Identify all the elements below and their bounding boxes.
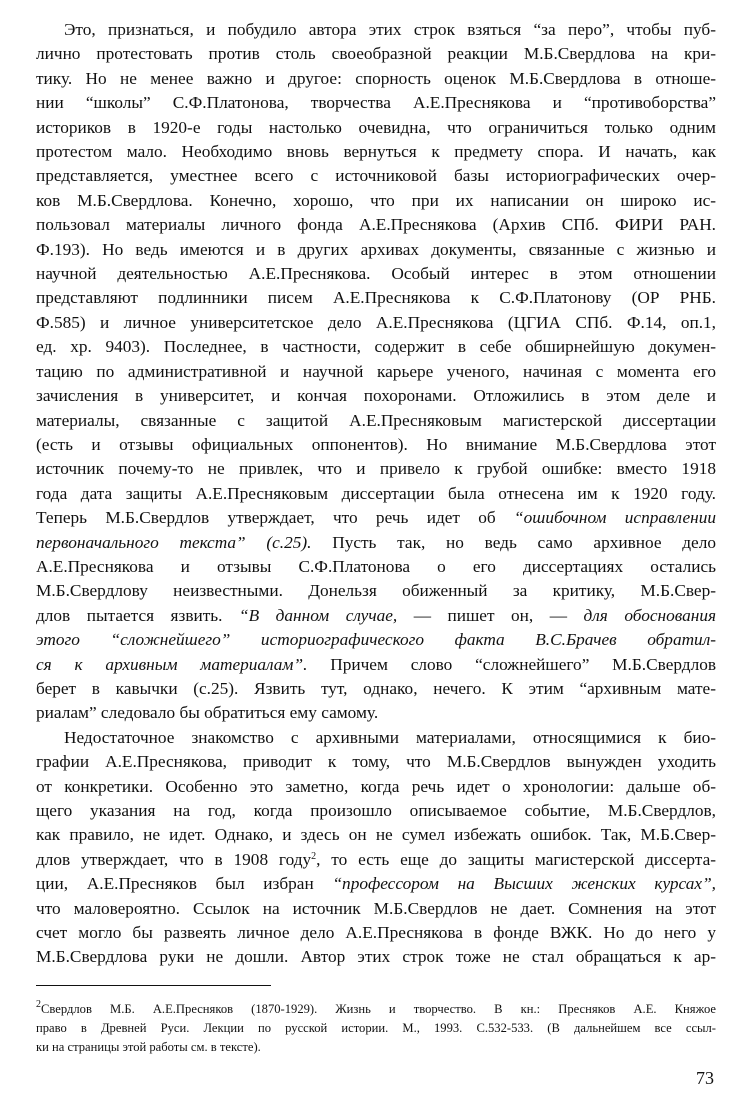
text-line: ед. хр. 9403). Последнее, в частности, содержит в себе обширнейшую докумен- [36, 337, 716, 357]
italic-quote: этого “сложнейшего” историографического факта В.С.Брачев обратил- [36, 630, 716, 650]
text-segment: , то есть еще до защиты магистерской диссерта- [316, 849, 716, 869]
text-line: М.Б.Свердлову неизвестными. Донельзя обиженный за критику, М.Б.Свер- [36, 581, 716, 601]
text-line: пользовал материалы личного фонда А.Е.Преснякова (Архив СПб. ФИРИ РАН. [36, 215, 716, 235]
text-line: как правило, не идет. Однако, и здесь он не сумел избежать ошибок. Так, М.Б.Свер- [36, 825, 716, 845]
text-line [36, 848, 716, 872]
text-line: представляется, уместнее всего с источниковой базы историографических очер- [36, 166, 716, 186]
text-segment: длов утверждает, что в 1908 году [36, 849, 312, 869]
text-line: риалам” следовало бы обратиться ему самому. [36, 703, 379, 723]
main-text [36, 18, 716, 970]
italic-quote: “В данном случае, [239, 605, 398, 625]
text-segment: Пусть так, но ведь само архивное дело [311, 532, 716, 552]
text-segment: длов пытается язвить. [36, 605, 239, 625]
footnote-line: ки на страницы этой работы см. в тексте). [36, 1040, 261, 1054]
text-line: ков М.Б.Свердлова. Конечно, хорошо, что при их написании он широко ис- [36, 190, 716, 210]
text-line: представляют подлинники писем А.Е.Преснякова к С.Ф.Платонову (ОР РНБ. [36, 288, 716, 308]
text-line [36, 872, 716, 896]
footnote-text: Свердлов М.Б. А.Е.Пресняков (1870-1929). Жизнь и творчество. В кн.: Пресняков А.Е. Княжое [41, 1002, 716, 1016]
text-line: источник почему-то не привлек, что и привело к грубой ошибке: вместо 1918 [36, 459, 716, 479]
text-line: М.Б.Свердлова руки не дошли. Автор этих строк тоже не стал обращаться к ар- [36, 947, 716, 967]
text-line: А.Е.Преснякова и отзывы С.Ф.Платонова о его диссертациях остались [36, 556, 716, 576]
text-line [36, 653, 716, 677]
text-segment: Причем слово “сложнейшего” М.Б.Свердлов [307, 654, 716, 674]
italic-quote: “ошибочном исправлении [514, 508, 716, 528]
text-line: берет в кавычки (с.25). Язвить тут, однако, нечего. К этим “архивным мате- [36, 678, 716, 698]
text-segment: — пишет он, — [397, 605, 584, 625]
text-line: тацию по административной и научной карьере ученого, начиная с момента его [36, 361, 716, 381]
text-line: зачисления в университет, и кончая похоронами. Отложились в этом деле и [36, 386, 716, 406]
italic-quote: первоначального текста” (с.25). [36, 532, 312, 552]
footnote-marker: 2 [36, 999, 41, 1010]
text-line: научной деятельностью А.Е.Преснякова. Особый интерес в этом отношении [36, 264, 716, 284]
text-line: от конкретики. Особенно это заметно, когда речь идет о хронологии: дальше об- [36, 776, 716, 796]
italic-quote: “профессором на Высших женских курсах”, [332, 874, 716, 894]
text-line: счет могло бы развеять личное дело А.Е.Преснякова в фонде ВЖК. Но до него у [36, 923, 716, 943]
text-line: Это, признаться, и побудило автора этих строк взяться “за перо”, чтобы пуб- [64, 20, 716, 39]
text-line: щего указания на год, когда произошло описываемое событие, М.Б.Свердлов, [36, 801, 716, 820]
text-line: историков в 1920-е годы настолько очевидна, что ограничиться только одним [36, 117, 716, 137]
text-line [36, 531, 716, 555]
text-line [36, 604, 716, 628]
footnote-reference: 2 [311, 850, 317, 862]
text-line: Недостаточное знакомство с архивными материалами, относящимися к био- [64, 727, 716, 747]
footnote-line [36, 1000, 716, 1019]
text-line: Ф.585) и личное университетское дело А.Е.Преснякова (ЦГИА СПб. Ф.14, оп.1, [36, 312, 716, 332]
text-line: нии “школы” С.Ф.Платонова, творчества А.Е.Преснякова и “противоборства” [36, 93, 716, 113]
text-line: года дата защиты А.Е.Пресняковым диссертации была отнесена им к 1920 году. [36, 483, 716, 503]
italic-quote: для обоснования [583, 605, 716, 625]
footnote-divider [36, 985, 271, 986]
text-line: графии А.Е.Преснякова, приводит к тому, что М.Б.Свердлов вынужден уходить [36, 752, 716, 772]
text-line: Ф.193). Но ведь имеются и в других архивах документы, связанные с жизнью и [36, 239, 716, 259]
page-number: 73 [696, 1068, 714, 1088]
text-line: лично протестовать против столь своеобразной реакции М.Б.Свердлова на кри- [36, 44, 716, 64]
text-segment: Теперь М.Б.Свердлов утверждает, что речь идет об [36, 508, 496, 528]
footnote [36, 1000, 716, 1057]
text-segment: ции, А.Е.Пресняков был избран [36, 874, 333, 894]
text-line: что маловероятно. Ссылок на источник М.Б.Свердлов не дает. Сомнения на этот [36, 898, 716, 918]
text-line: протестом мало. Необходимо вновь вернуться к предмету спора. И начать, как [36, 142, 716, 162]
text-line [36, 506, 716, 530]
text-line: (есть и отзывы официальных оппонентов). Но внимание М.Б.Свердлова этот [36, 434, 716, 454]
text-line: тику. Но не менее важно и другое: спорность оценок М.Б.Свердлова в отноше- [36, 68, 716, 88]
footnote-line: право в Древней Руси. Лекции по русской истории. М., 1993. С.532-533. (В дальнейшем все ссыл- [36, 1021, 716, 1035]
italic-quote: ся к архивным материалам”. [36, 654, 308, 674]
text-line [36, 628, 716, 652]
text-line: материалы, связанные с защитой А.Е.Пресняковым магистерской диссертации [36, 410, 716, 430]
